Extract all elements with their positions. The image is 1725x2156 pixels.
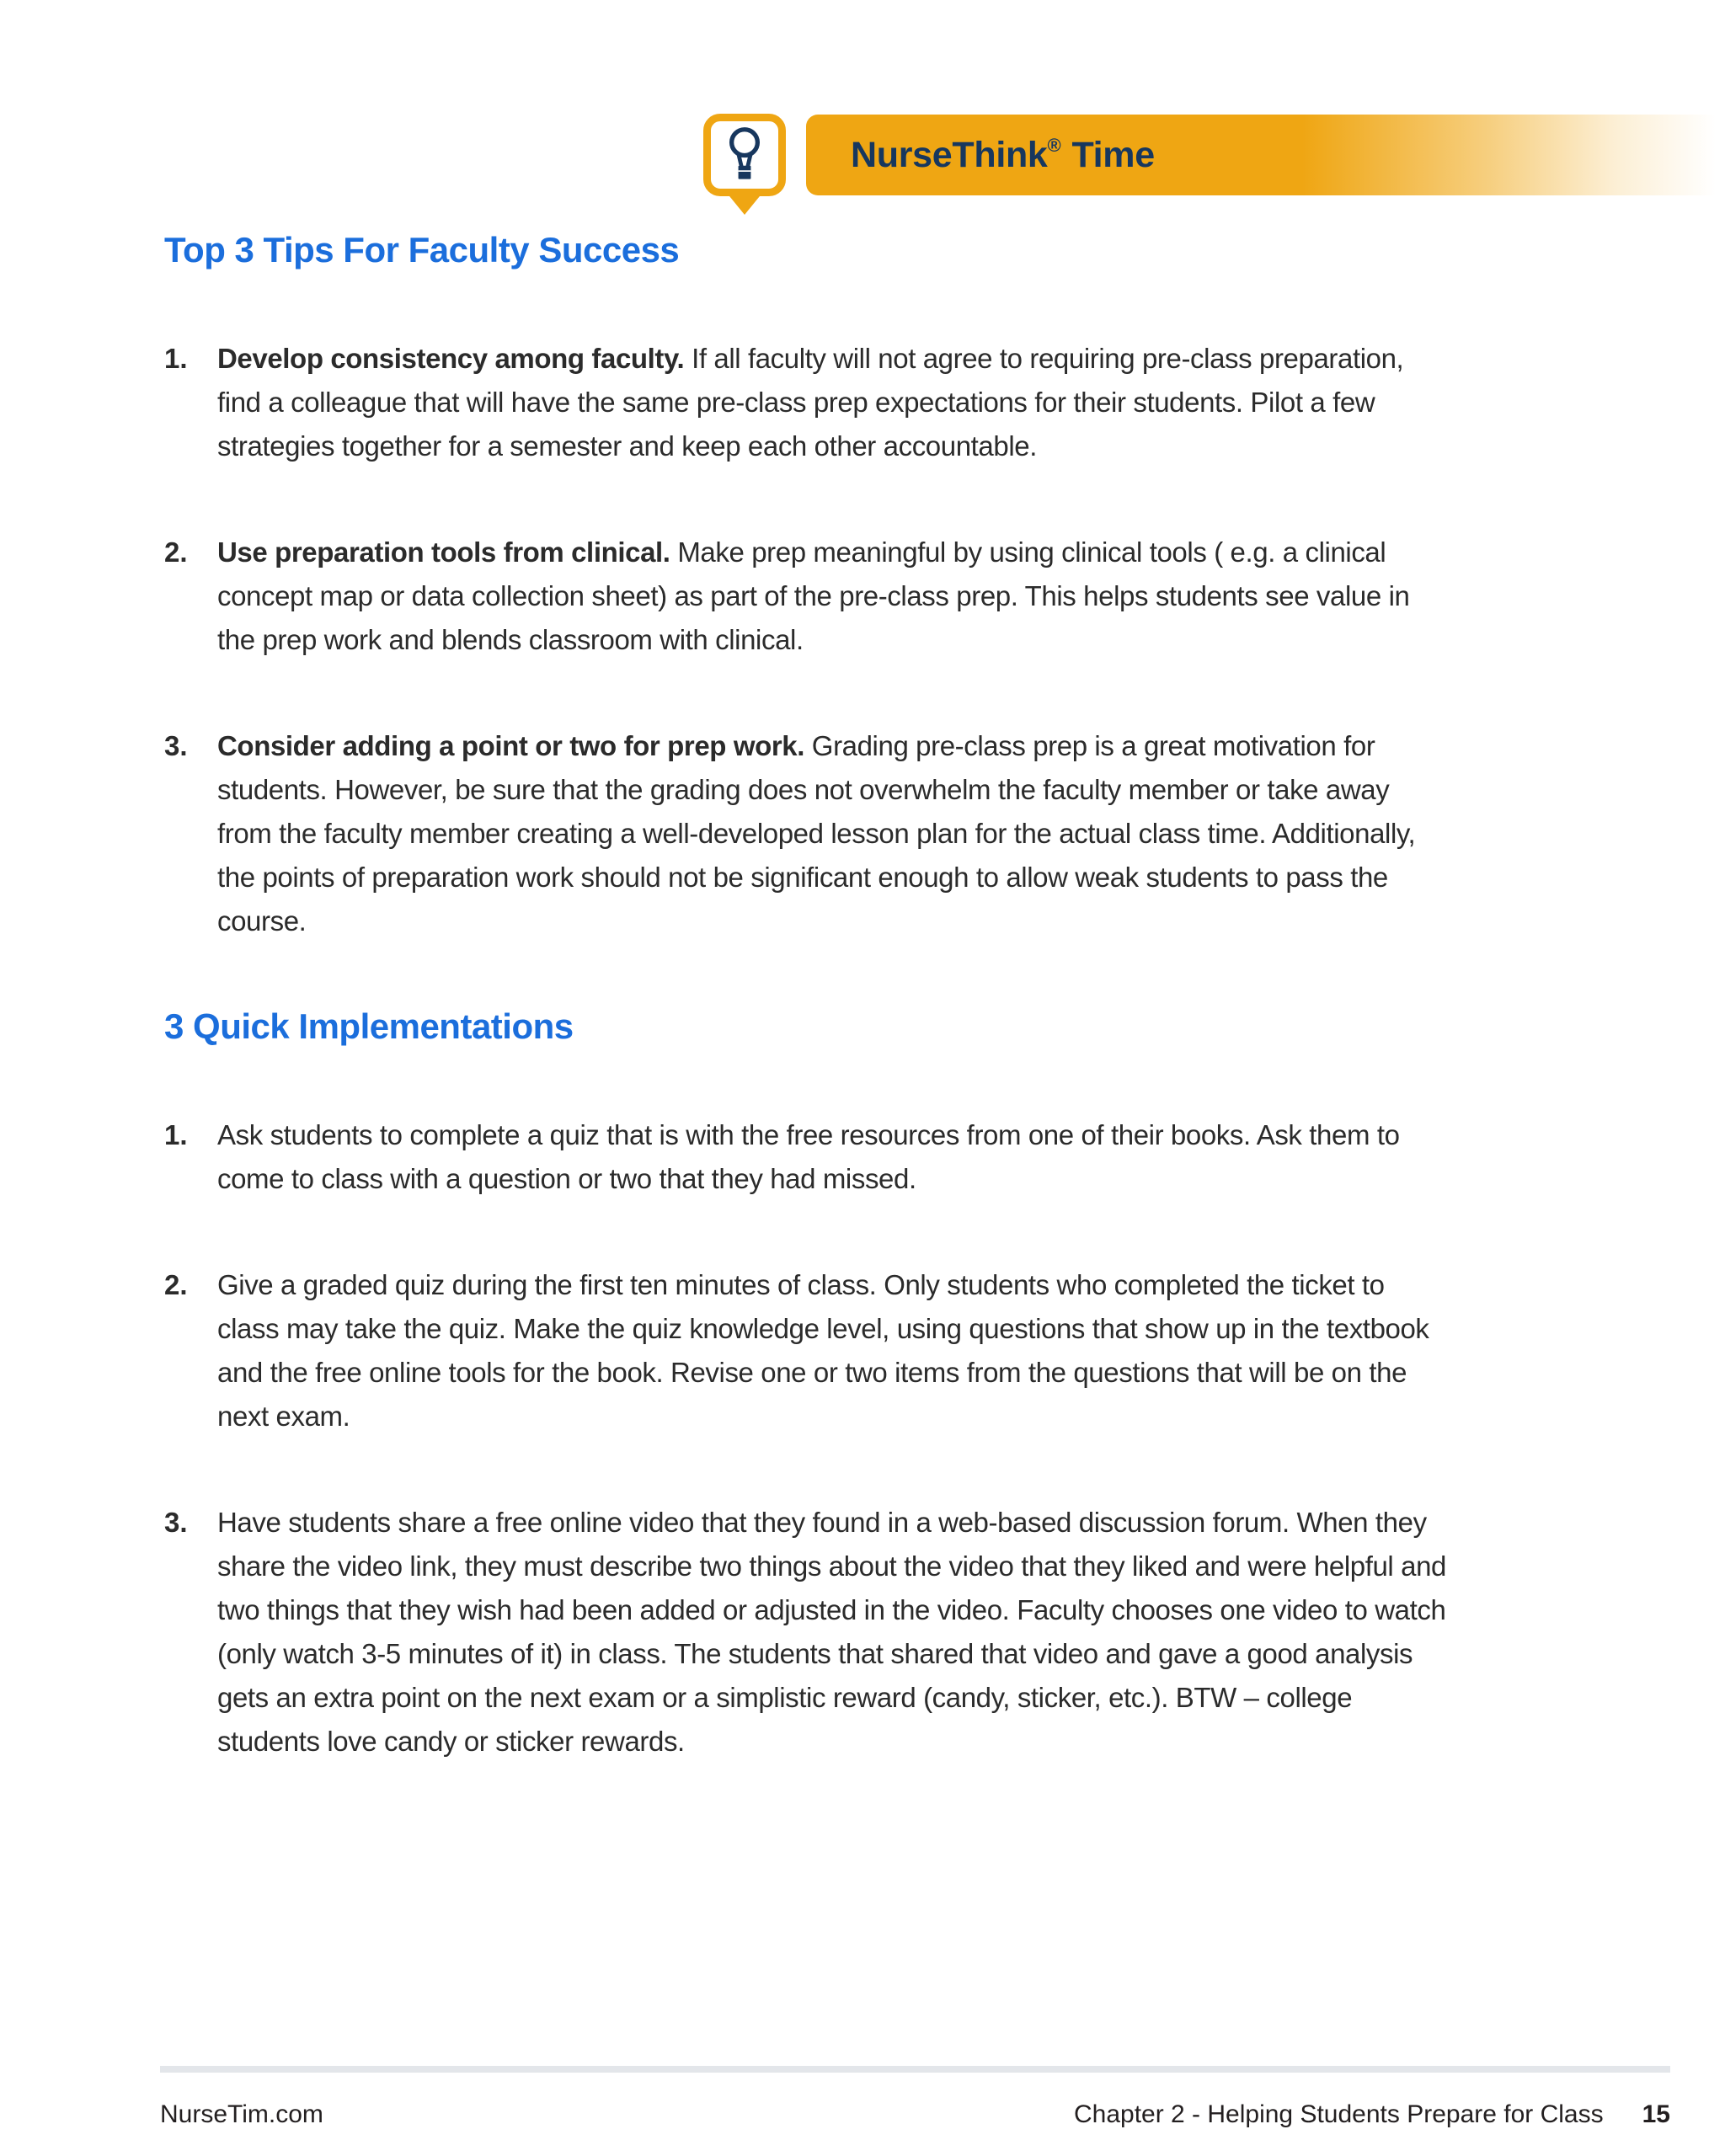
item-text [217,724,1449,943]
item-text [217,1501,1449,1764]
item-body: Grading pre-class prep is a great motivation for students. However, be sure that the grading does not overwhelm the faculty member or take away from the faculty member creating a well-developed lesson plan for the actual class time. Additionally, the points of preparation work should not be significant enough to allow weak students to pass the course. [217,730,1416,937]
item-text [217,1113,1449,1201]
item-lead: Use preparation tools from clinical. [217,536,670,568]
lightbulb-badge [703,114,786,196]
item-number: 1. [164,343,188,374]
tips-heading: Top 3 Tips For Faculty Success [164,230,680,270]
item-text [217,531,1449,662]
list-item [164,1263,1453,1438]
page-number: 15 [1642,2100,1670,2128]
list-item [164,1501,1453,1764]
list-item [164,531,1453,662]
item-number: 3. [164,730,188,761]
page-footer [160,2066,1670,2129]
item-body: Ask students to complete a quiz that is with the free resources from one of their books. Ask them to come to class with a question or two that they had missed. [217,1119,1400,1194]
banner-title [851,135,1155,176]
lightbulb-icon [723,125,766,184]
list-item [164,337,1453,468]
nursethink-time-banner [806,115,1725,195]
brand-text: NurseThink [851,134,1048,175]
item-lead: Consider adding a point or two for prep work. [217,730,805,761]
item-number: 3. [164,1507,188,1538]
item-number: 2. [164,536,188,568]
implementations-heading: 3 Quick Implementations [164,1006,574,1046]
item-number: 1. [164,1119,188,1150]
item-body: Make prep meaningful by using clinical tools ( e.g. a clinical concept map or data collection sheet) as part of the pre-class prep. This helps students see value in the prep work and blends classroom with clinical. [217,536,1410,655]
list-item [164,1113,1453,1201]
item-body: Give a graded quiz during the first ten minutes of class. Only students who completed the ticket to class may take the quiz. Make the quiz knowledge level, using questions that show up in the textbook and the free online tools for the book. Revise one or two items from the questions that will be on the next exam. [217,1269,1429,1432]
footer-row [160,2100,1670,2129]
site-name: NurseTim.com [160,2100,323,2128]
banner-suffix: Time [1071,134,1155,175]
chapter-title: Chapter 2 - Helping Students Prepare for Class [1073,2100,1604,2128]
page-content [164,229,1453,1826]
item-body: Have students share a free online video that they found in a web-based discussion forum. When they share the video link, they must describe two things about the video that they liked and were helpful and two things that they wish had been added or adjusted in the video. Faculty chooses one video to watch (only watch 3-5 minutes of it) in class. The students that shared that video and gave a good analysis gets an extra point on the next exam or a simplistic reward (candy, sticker, etc.). BTW – college students love candy or sticker rewards. [217,1507,1446,1757]
item-lead: Develop consistency among faculty. [217,343,685,374]
item-text [217,1263,1449,1438]
footer-right [1074,2100,1670,2129]
list-item [164,724,1453,943]
footer-divider [160,2066,1670,2073]
item-number: 2. [164,1269,188,1300]
item-body: If all faculty will not agree to requiring pre-class preparation, find a colleague that will have the same pre-class prep expectations for their students. Pilot a few strategies together for a semester and keep each other accountable. [217,343,1404,462]
item-text [217,337,1449,468]
registered-mark: ® [1047,135,1061,157]
